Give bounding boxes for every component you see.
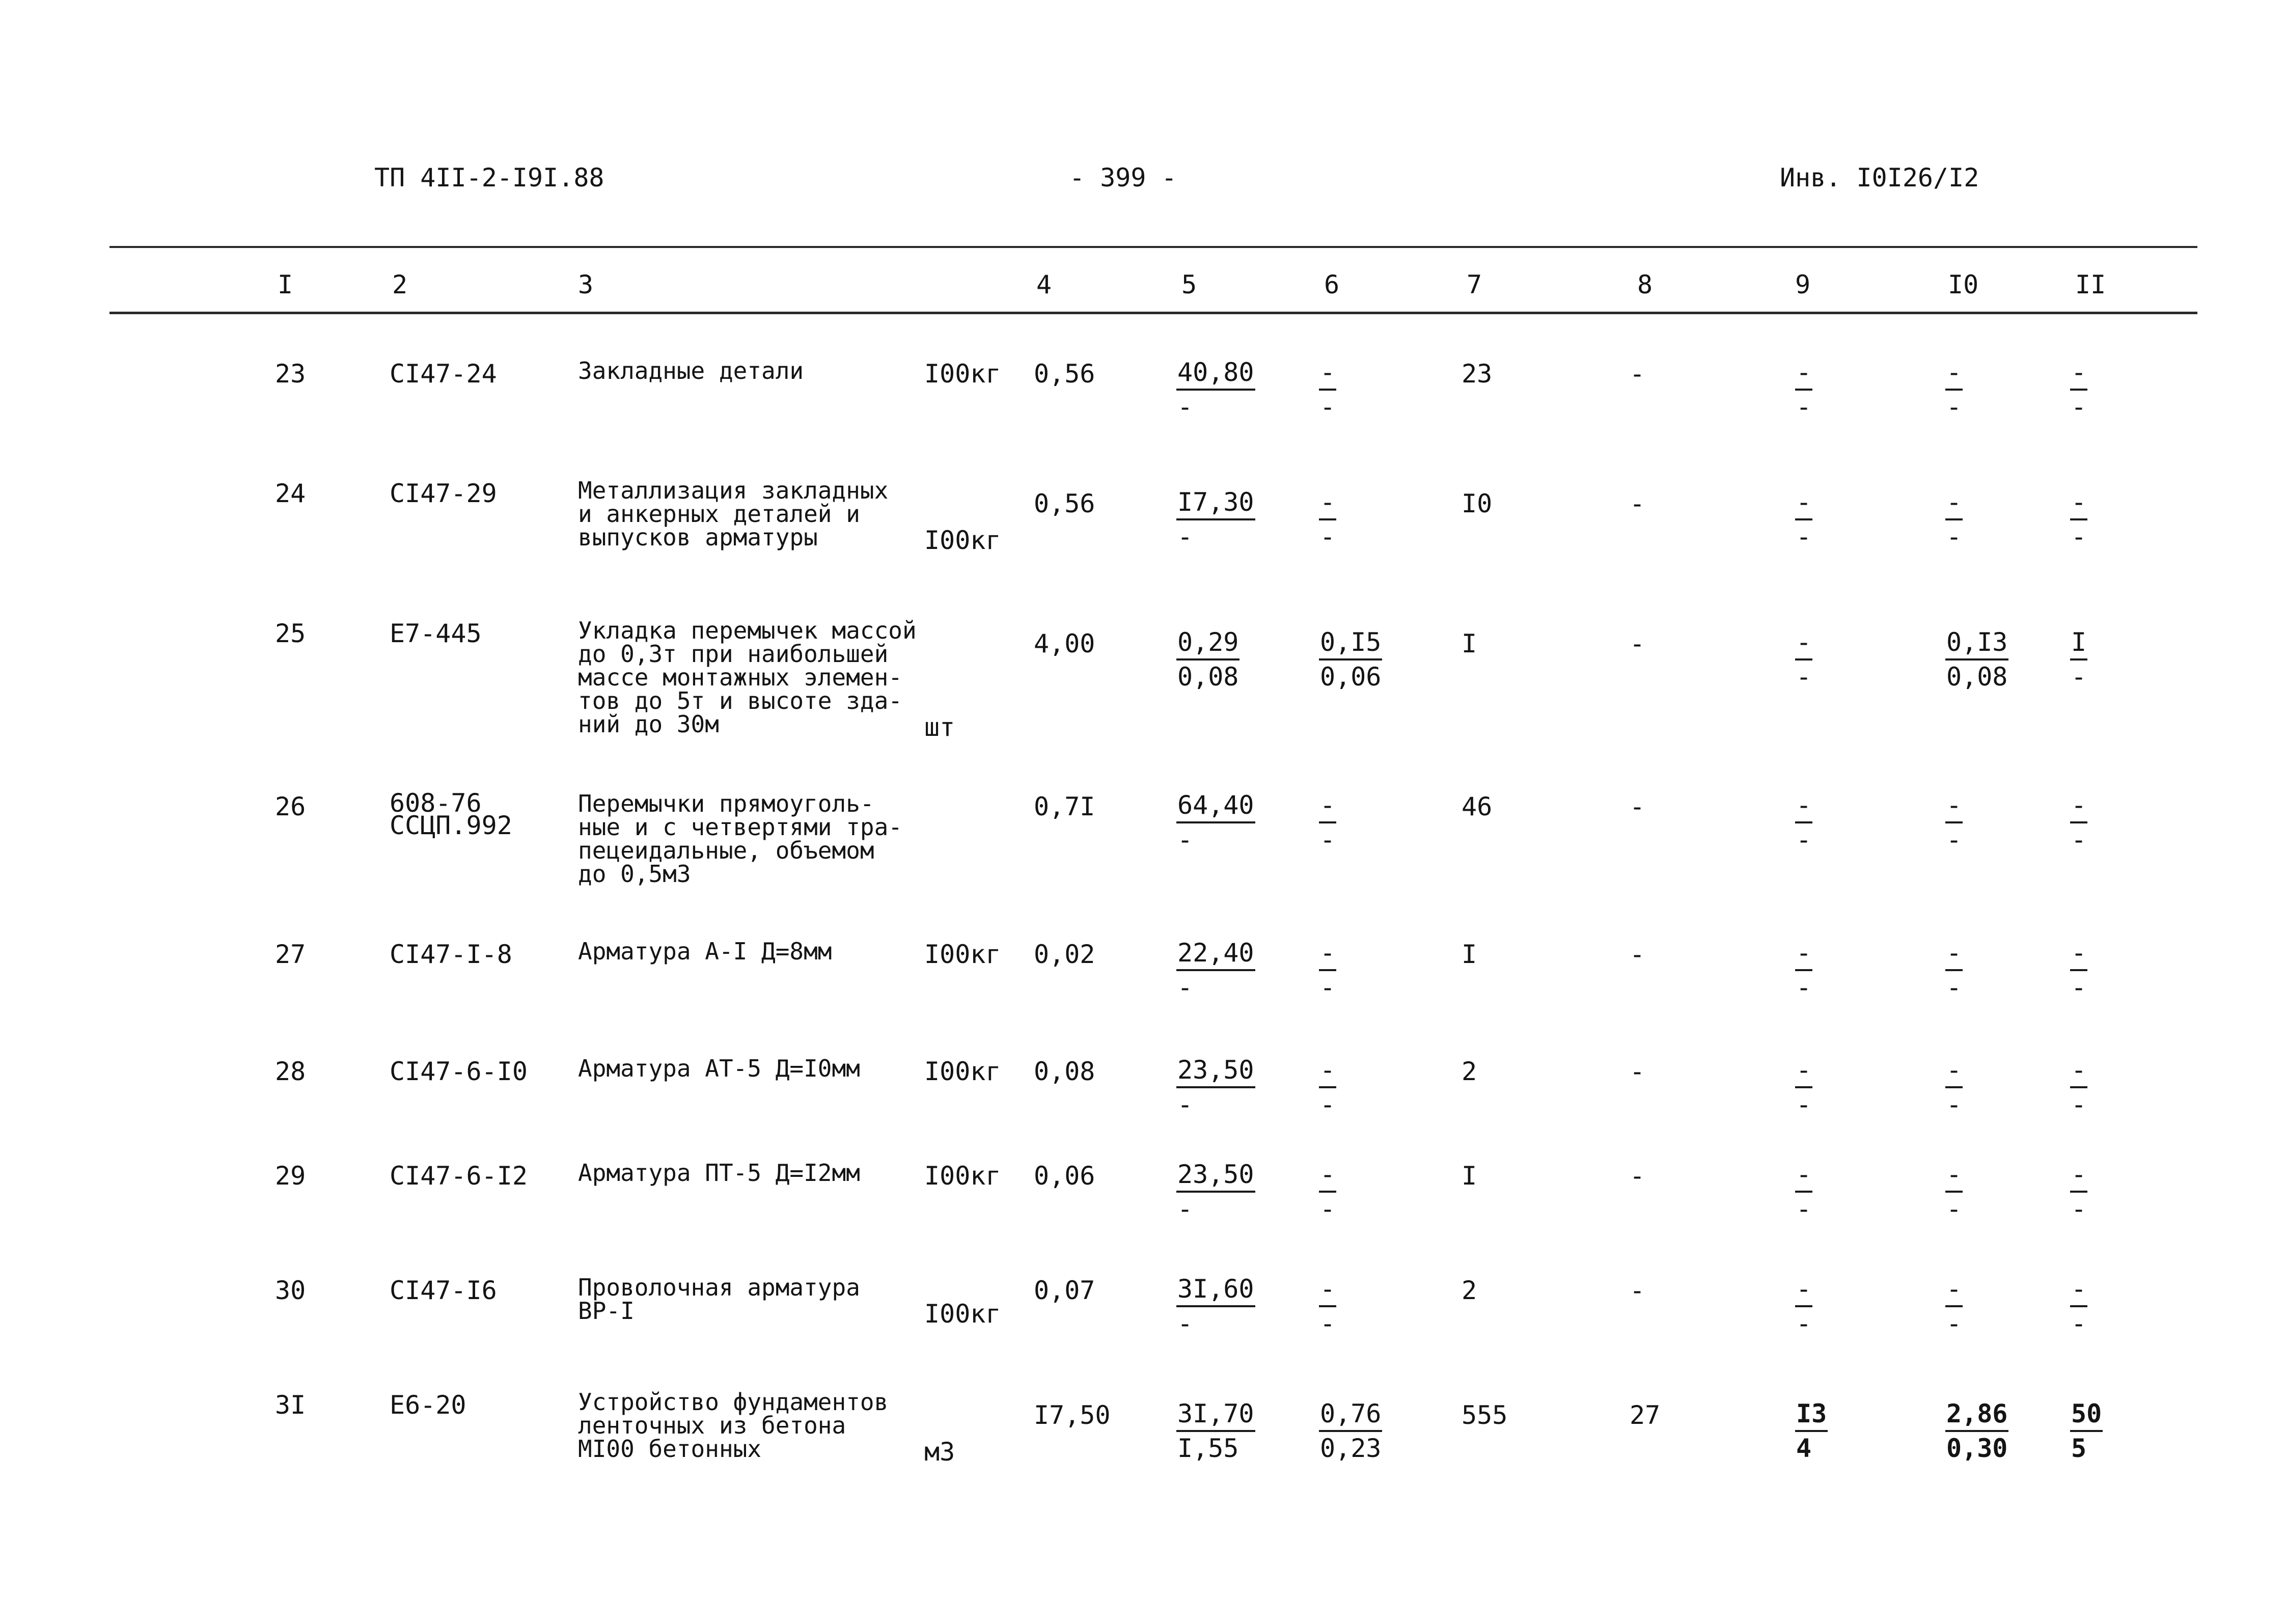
column-header-5: 5 [1181,270,1197,299]
fraction-numerator: I3 [1795,1397,1828,1432]
column-header-2: 2 [392,270,408,299]
fraction-denominator: - [2071,973,2087,1002]
fraction-c5 [1176,356,1255,423]
fraction-numerator: 0,76 [1319,1397,1382,1432]
column-7-value: I [1462,629,1477,658]
column-7-value: I [1462,1161,1477,1191]
description-line: Арматура ПТ-5 Д=I2мм [578,1159,860,1187]
fraction-c9 [1795,356,1812,423]
column-header-6: 6 [1324,270,1340,299]
fraction-c5 [1176,1158,1255,1225]
fraction-c11 [2070,937,2087,1004]
description-line: Арматура АТ-5 Д=I0мм [578,1055,860,1082]
fraction-numerator: - [1319,486,1336,520]
column-7-value: 2 [1462,1276,1477,1305]
description-line: ные и с четвертями тра- [578,813,902,841]
fraction-denominator: - [1320,1309,1336,1338]
fraction-c5 [1176,1397,1255,1465]
fraction-c11 [2070,626,2087,693]
fraction-c11 [2070,1054,2087,1121]
fraction-denominator: - [2071,1309,2087,1338]
fraction-c6 [1319,486,1336,553]
column-7-value: 555 [1462,1400,1508,1430]
fraction-numerator: 64,40 [1176,789,1255,823]
work-description [578,359,804,382]
work-description [578,479,888,549]
fraction-numerator: - [1945,1158,1963,1193]
fraction-numerator: 22,40 [1176,937,1255,971]
fraction-numerator: - [1319,789,1336,823]
column-7-value: 46 [1462,792,1493,821]
fraction-numerator: 3I,70 [1176,1397,1255,1432]
fraction-c6 [1319,789,1336,856]
fraction-denominator: 0,30 [1946,1434,2008,1463]
column-header-4: 4 [1036,270,1052,299]
fraction-denominator: - [1796,392,1812,422]
quantity: 0,7I [1034,792,1095,821]
fraction-c9 [1795,1397,1828,1465]
table-top-rule [109,246,2197,248]
fraction-c6 [1319,356,1336,423]
work-description [578,1390,888,1461]
description-line: Укладка перемычек массой [578,617,917,644]
fraction-c5 [1176,486,1255,553]
fraction-c10 [1945,486,1963,553]
fraction-c10 [1945,789,1963,856]
fraction-c9 [1795,1273,1812,1340]
rate-code: CI47-I6 [390,1276,497,1305]
fraction-denominator: I,55 [1177,1434,1239,1463]
fraction-c9 [1795,1054,1812,1121]
description-line: Закладные детали [578,357,804,384]
fraction-denominator: - [1320,522,1336,552]
fraction-denominator: - [1320,825,1336,855]
description-line: ВР-I [578,1297,635,1325]
description-line: MI00 бетонных [578,1435,762,1463]
fraction-numerator: - [2070,1273,2087,1307]
fraction-denominator: - [1177,522,1193,552]
unit: I00кг [924,940,1001,969]
fraction-numerator: 0,I3 [1945,626,2008,660]
fraction-denominator: - [1946,1090,1962,1119]
fraction-denominator: - [2071,392,2087,422]
column-header-8: 8 [1637,270,1653,299]
rate-code: E6-20 [390,1390,466,1420]
quantity: 0,08 [1034,1057,1095,1086]
unit: шт [924,712,955,742]
fraction-numerator: - [1319,1273,1336,1307]
rate-code: CI47-6-I0 [390,1057,528,1086]
fraction-c5 [1176,937,1255,1004]
description-line: и анкерных деталей и [578,500,860,528]
row-number: 25 [275,619,306,648]
rate-code: E7-445 [390,619,482,648]
rate-code: CI47-I-8 [390,940,512,969]
fraction-c6 [1319,1054,1336,1121]
rate-code: 608-76 ССЦП.992 [390,788,512,840]
fraction-denominator: - [1946,392,1962,422]
fraction-denominator: - [1796,662,1812,692]
fraction-c6 [1319,1273,1336,1340]
description-line: Проволочная арматура [578,1274,860,1301]
description-line: массе монтажных элемен- [578,664,902,691]
fraction-denominator: - [1320,1090,1336,1119]
inventory-number: Инв. I0I26/I2 [1780,163,1979,192]
fraction-numerator: 0,I5 [1319,626,1382,660]
fraction-denominator: 0,06 [1320,662,1382,692]
fraction-denominator: 4 [1796,1434,1812,1463]
fraction-c9 [1795,1158,1812,1225]
fraction-numerator: - [1319,937,1336,971]
column-7-value: I0 [1462,489,1493,518]
fraction-c11 [2070,1273,2087,1340]
fraction-numerator: I7,30 [1176,486,1255,520]
fraction-numerator: - [1945,937,1963,971]
fraction-numerator: - [1319,1158,1336,1193]
fraction-denominator: - [1946,1309,1962,1338]
fraction-c5 [1176,1054,1255,1121]
fraction-c10 [1945,937,1963,1004]
column-7-value: 2 [1462,1057,1477,1086]
fraction-numerator: - [2070,789,2087,823]
fraction-numerator: - [1319,1054,1336,1088]
fraction-numerator: 40,80 [1176,356,1255,391]
column-8-value: - [1630,359,1645,389]
fraction-c11 [2070,486,2087,553]
row-number: 26 [275,792,306,821]
fraction-denominator: - [1796,825,1812,855]
fraction-numerator: 23,50 [1176,1158,1255,1193]
column-7-value: 23 [1462,359,1493,389]
description-line: Арматура А-I Д=8мм [578,938,832,965]
fraction-numerator: 50 [2070,1397,2103,1432]
fraction-denominator: - [2071,662,2087,692]
description-line: пецеидальные, объемом [578,837,874,864]
row-number: 29 [275,1161,306,1191]
column-8-value: - [1630,940,1645,969]
fraction-denominator: - [1946,1194,1962,1224]
fraction-denominator: - [1320,392,1336,422]
work-description [578,1057,860,1080]
quantity: 0,07 [1034,1276,1095,1305]
fraction-numerator: - [2070,356,2087,391]
fraction-c5 [1176,789,1255,856]
fraction-c5 [1176,1273,1255,1340]
column-header-1: I [278,270,293,299]
fraction-c10 [1945,1158,1963,1225]
fraction-denominator: - [1320,973,1336,1002]
fraction-denominator: - [1320,1194,1336,1224]
fraction-denominator: 0,08 [1946,662,2008,692]
fraction-numerator: 23,50 [1176,1054,1255,1088]
column-header-11: II [2075,270,2106,299]
column-8-value: - [1630,792,1645,821]
fraction-numerator: - [1795,626,1812,660]
fraction-denominator: - [1796,973,1812,1002]
column-8-value: - [1630,1276,1645,1305]
fraction-numerator: - [1945,789,1963,823]
description-line: тов до 5т и высоте зда- [578,687,902,714]
column-8-value: 27 [1630,1400,1661,1430]
row-number: 23 [275,359,306,389]
column-8-value: - [1630,629,1645,658]
column-8-value: - [1630,1161,1645,1191]
description-line: Металлизация закладных [578,477,889,504]
unit: I00кг [924,1299,1001,1329]
work-description [578,1161,860,1185]
fraction-denominator: 5 [2071,1434,2087,1463]
quantity: 0,02 [1034,940,1095,969]
fraction-c9 [1795,626,1812,693]
description-line: ний до 30м [578,710,719,738]
fraction-denominator: - [1946,522,1962,552]
fraction-denominator: - [1177,1309,1193,1338]
unit: м3 [924,1437,955,1467]
fraction-denominator: - [1796,522,1812,552]
fraction-numerator: - [1795,1273,1812,1307]
fraction-denominator: - [1177,973,1193,1002]
fraction-denominator: - [1946,973,1962,1002]
fraction-c6 [1319,1397,1382,1465]
rate-code: CI47-6-I2 [390,1161,528,1191]
fraction-numerator: 2,86 [1945,1397,2008,1432]
column-8-value: - [1630,1057,1645,1086]
fraction-c9 [1795,937,1812,1004]
description-line: ленточных из бетона [578,1412,846,1439]
fraction-denominator: - [1796,1309,1812,1338]
rate-code: CI47-24 [390,359,497,389]
description-line: Устройство фундаментов [578,1388,889,1416]
column-header-3: 3 [578,270,594,299]
fraction-c9 [1795,486,1812,553]
fraction-c10 [1945,1273,1963,1340]
document-code: ТП 4II-2-I9I.88 [374,163,604,192]
fraction-denominator: - [1177,825,1193,855]
fraction-denominator: - [1177,392,1193,422]
fraction-c5 [1176,626,1240,693]
fraction-c11 [2070,789,2087,856]
row-number: 30 [275,1276,306,1305]
row-number: 3I [275,1390,306,1420]
quantity: 4,00 [1034,629,1095,658]
fraction-denominator: - [1177,1194,1193,1224]
fraction-numerator: I [2070,626,2087,660]
fraction-c10 [1945,1397,2008,1465]
fraction-c10 [1945,626,2008,693]
description-line: Перемычки прямоуголь- [578,790,874,817]
work-description [578,940,832,963]
fraction-c11 [2070,356,2087,423]
page-number: - 399 - [1069,163,1177,192]
fraction-c11 [2070,1158,2087,1225]
row-number: 24 [275,479,306,508]
fraction-denominator: - [1796,1194,1812,1224]
fraction-denominator: - [2071,522,2087,552]
header-bottom-rule [109,312,2197,314]
fraction-numerator: - [1945,1054,1963,1088]
row-number: 27 [275,940,306,969]
unit: I00кг [924,1057,1001,1086]
fraction-numerator: - [1795,356,1812,391]
fraction-c6 [1319,937,1336,1004]
fraction-numerator: - [1795,789,1812,823]
fraction-denominator: 0,23 [1320,1434,1382,1463]
fraction-numerator: 3I,60 [1176,1273,1255,1307]
description-line: выпусков арматуры [578,524,818,551]
unit: I00кг [924,1161,1001,1191]
column-header-10: I0 [1948,270,1979,299]
quantity: 0,06 [1034,1161,1095,1191]
fraction-denominator: - [1796,1090,1812,1119]
fraction-c10 [1945,356,1963,423]
description-line: до 0,3т при наибольшей [578,640,889,668]
fraction-numerator: - [1795,1158,1812,1193]
fraction-numerator: - [2070,486,2087,520]
fraction-denominator: 0,08 [1177,662,1239,692]
fraction-denominator: - [2071,1194,2087,1224]
description-line: до 0,5м3 [578,860,691,888]
rate-code: CI47-29 [390,479,497,508]
fraction-numerator: - [1945,1273,1963,1307]
fraction-c10 [1945,1054,1963,1121]
fraction-denominator: - [1177,1090,1193,1119]
fraction-c6 [1319,626,1382,693]
fraction-numerator: 0,29 [1176,626,1240,660]
quantity: 0,56 [1034,489,1095,518]
fraction-denominator: - [1946,825,1962,855]
quantity: I7,50 [1034,1400,1111,1430]
work-description [578,619,917,736]
fraction-numerator: - [2070,1158,2087,1193]
column-header-7: 7 [1467,270,1482,299]
fraction-denominator: - [2071,825,2087,855]
fraction-numerator: - [1945,356,1963,391]
fraction-c6 [1319,1158,1336,1225]
row-number: 28 [275,1057,306,1086]
column-header-9: 9 [1795,270,1811,299]
column-8-value: - [1630,489,1645,518]
fraction-denominator: - [2071,1090,2087,1119]
quantity: 0,56 [1034,359,1095,389]
fraction-numerator: - [1795,486,1812,520]
fraction-numerator: - [2070,937,2087,971]
fraction-numerator: - [1945,486,1963,520]
column-7-value: I [1462,940,1477,969]
unit: I00кг [924,359,1001,389]
work-description [578,792,902,886]
work-description [578,1276,860,1323]
fraction-numerator: - [1795,937,1812,971]
fraction-numerator: - [1795,1054,1812,1088]
fraction-numerator: - [1319,356,1336,391]
fraction-numerator: - [2070,1054,2087,1088]
unit: I00кг [924,526,1001,555]
fraction-c11 [2070,1397,2103,1465]
fraction-c9 [1795,789,1812,856]
